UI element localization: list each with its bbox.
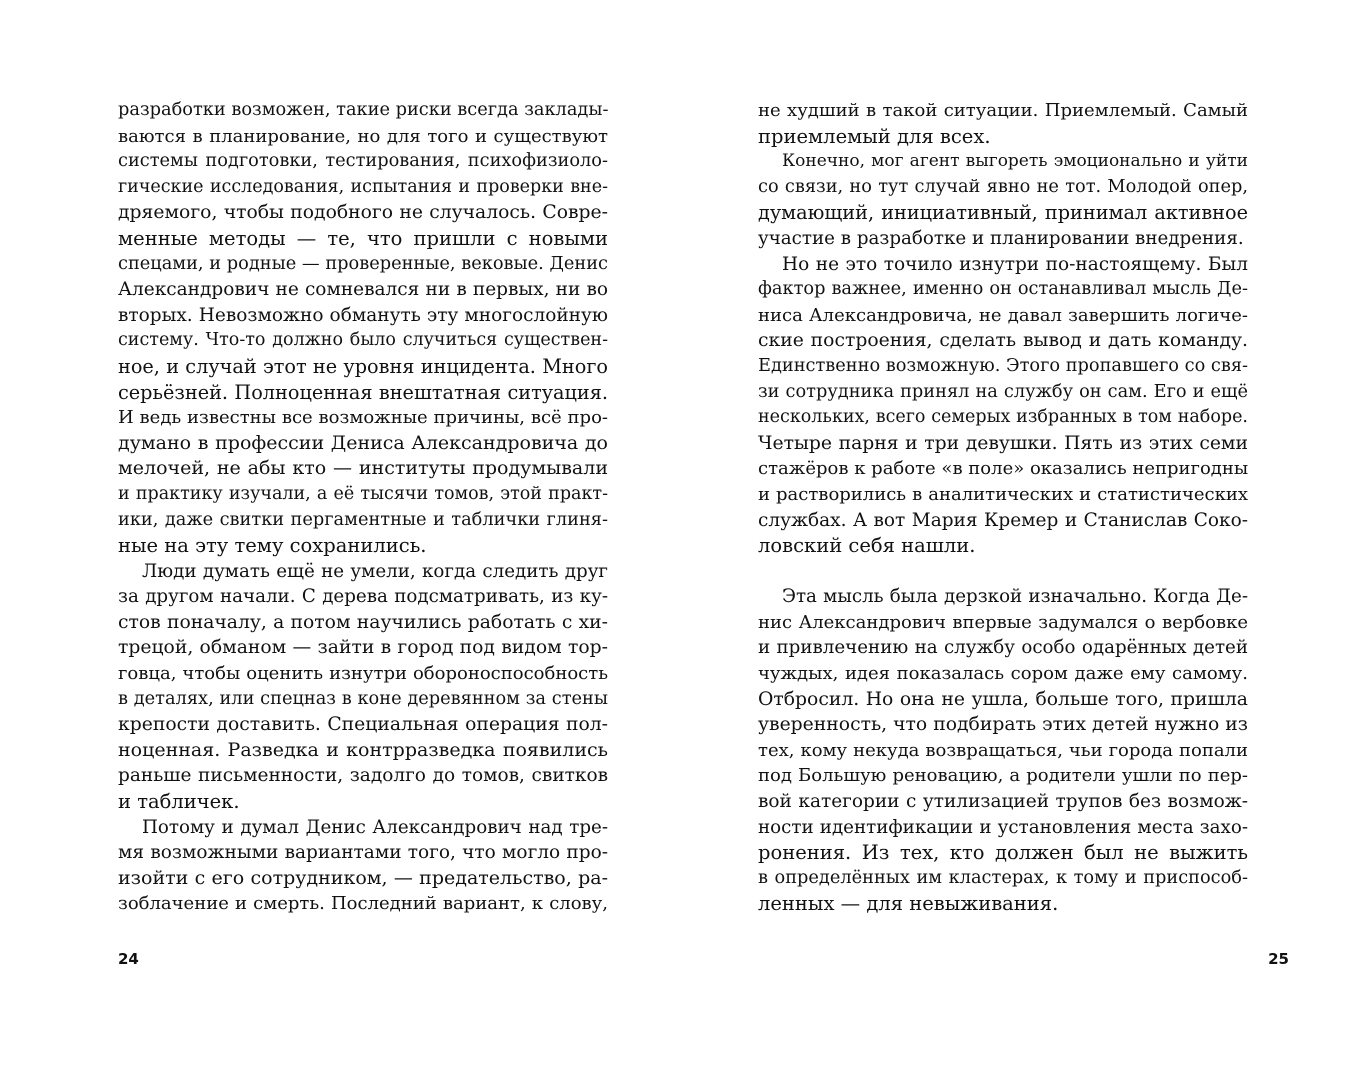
text-line: трецой, обманом — зайти в город под видом тор- [118,637,608,659]
section-break [758,559,1248,585]
text-line: участие в разработке и планировании внедрения. [758,227,1244,249]
text-line: и привлечению на службу особо одарённых детей [758,637,1248,659]
text-line: ские построения, сделать вывод и дать команду. [758,330,1248,352]
text-line: ности идентификации и установления места захо- [758,816,1248,838]
text-line: под Большую реновацию, а родители ушли по пер- [758,765,1248,787]
text-line: зоблачение и смерть. Последний вариант, к слову, [118,893,608,915]
text-line: тех, кому некуда возвращаться, чьи города попали [758,739,1248,761]
text-line: стов поначалу, а потом научились работать с хи- [118,611,608,633]
text-line: говца, чтобы оценить изнутри обороноспособность [118,663,608,685]
text-line: со связи, но тут случай явно не тот. Молодой опер, [758,176,1248,197]
text-line: в определённых им кластерах, к тому и приспособ- [758,867,1248,888]
text-line: фактор важнее, именно он останавливал мысль Де- [758,279,1248,300]
text-line: ловский себя нашли. [758,534,976,558]
text-line: мелочей, не абы кто — институты продумывали [118,457,608,480]
right-page-text [758,98,1248,917]
text-line: вой категории с утилизацией трупов без возмож- [758,791,1248,813]
text-line: ленных — для невыживания. [758,892,1059,916]
text-line: думающий, инициативный, принимал активное [758,201,1248,225]
text-line: Эта мысль была дерзкой изначально. Когда Де- [782,586,1248,608]
text-line: мя возможными вариантами того, что могло про- [118,842,608,864]
text-line: Четыре парня и три девушки. Пять из этих семи [758,432,1248,454]
text-line: Люди думать ещё не умели, когда следить друг [142,560,608,582]
text-line: Единственно возможную. Этого пропавшего со свя- [758,355,1248,376]
text-line: чуждых, идея показалась сором даже ему самому. [758,663,1248,685]
text-line: раньше письменности, задолго до томов, свитков [118,765,608,787]
text-line: нис Александрович впервые задумался о вербовке [758,611,1248,633]
text-line: и табличек. [118,790,240,814]
right-page [679,0,1358,1080]
text-line: менные методы — те, что пришли с новыми [118,226,608,250]
text-line: крепости доставить. Специальная операция пол- [118,714,608,736]
text-line: ваются в планирование, но для того и существуют [118,125,608,147]
text-line: Александрович не сомневался ни в первых, ни во [118,279,608,301]
text-line: ные на эту тему сохранились. [118,534,427,558]
left-page-text [118,98,608,917]
text-line: нескольких, всего семерых избранных в том наборе. [758,407,1248,428]
text-line: приемлемый для всех. [758,124,991,148]
text-line: и практику изучали, а её тысячи томов, этой практ- [118,483,608,504]
page-number: 25 [1268,950,1289,968]
text-line: ики, даже свитки пергаментные и таблички глиня- [118,509,608,530]
text-line: И ведь известны все возможные причины, всё про- [118,407,608,429]
page-number: 24 [118,950,139,968]
text-line: спецами, и родные — проверенные, вековые. Денис [118,253,608,274]
text-line: ронения. Из тех, кто должен был не выжить [758,841,1248,865]
text-line: Но не это точило изнутри по-настоящему. Был [782,253,1248,275]
text-line: Потому и думал Денис Александрович над тре- [142,816,608,838]
text-line: системы подготовки, тестирования, психофизиоло- [118,151,608,172]
text-line: не худший в такой ситуации. Приемлемый. Самый [758,100,1248,121]
text-line: систему. Что-то должно было случиться существен- [118,330,608,351]
text-line: вторых. Невозможно обмануть эту многослойную [118,304,608,326]
text-line: серьёзней. Полноценная внештатная ситуация. [118,380,608,404]
text-line: дряемого, чтобы подобного не случалось. Совре- [118,202,608,224]
text-line: гические исследования, испытания и проверки вне- [118,176,608,197]
text-line: ноценная. Разведка и контрразведка появились [118,738,608,761]
text-line: в деталях, или спецназ в коне деревянном за стены [118,688,608,709]
text-line: ниса Александровича, не давал завершить логиче- [758,304,1248,326]
text-line: изойти с его сотрудником, — предательство, ра- [118,866,608,889]
text-line: думано в профессии Дениса Александровича до [118,431,608,454]
text-line: за другом начали. С дерева подсматривать, из ку- [118,586,608,608]
text-line: и растворились в аналитических и статистических [758,483,1248,505]
text-line: ное, и случай этот не уровня инцидента. Много [118,354,608,378]
text-line: разработки возможен, такие риски всегда заклады- [118,100,608,120]
text-line: службах. А вот Мария Кремер и Станислав Соко- [758,509,1248,531]
text-line: зи сотрудника принял на службу он сам. Его и ещё [758,381,1248,402]
text-line: Отбросил. Но она не ушла, больше того, пришла [758,688,1248,710]
text-line: уверенность, что подбирать этих детей нужно из [758,714,1248,736]
text-line: стажёров к работе «в поле» оказались непригодны [758,458,1248,480]
text-line: Конечно, мог агент выгореть эмоционально и уйти [782,151,1248,172]
